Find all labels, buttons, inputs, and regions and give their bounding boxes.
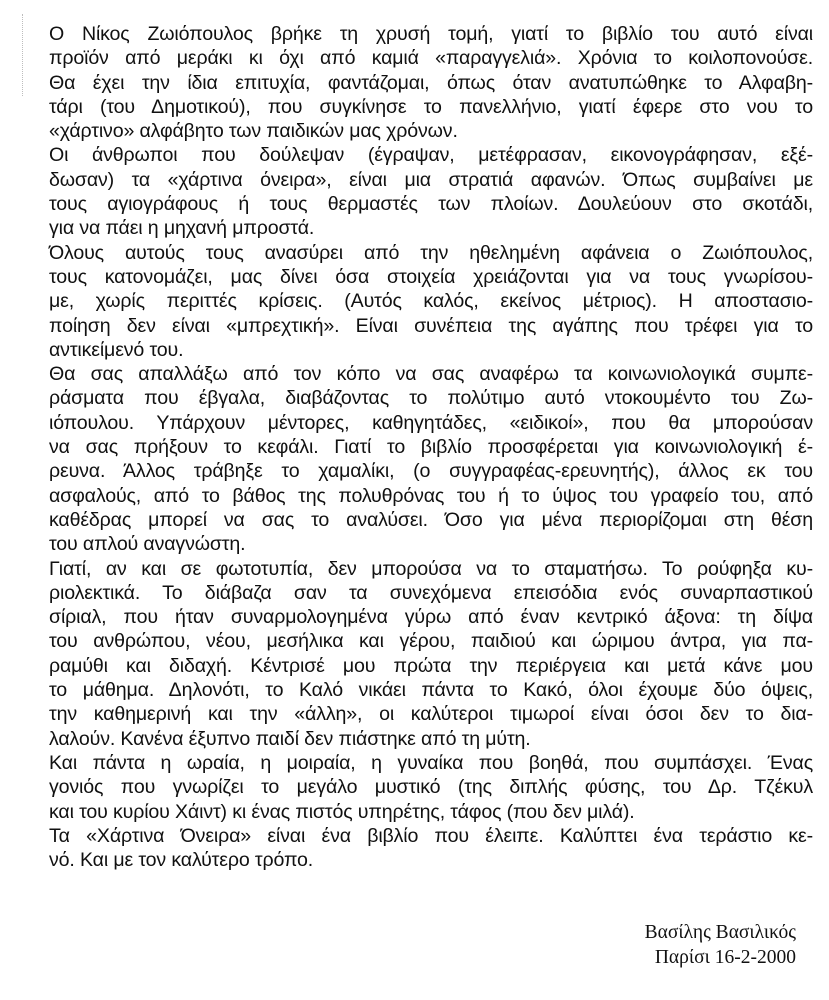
- text-line: και του κυρίου Χάιντ) κι ένας πιστός υπηρέτης, τάφος (που δεν μιλά).: [49, 800, 635, 823]
- text-line: του ανθρώπου, νέου, μεσήλικα και γέρου, παιδιού και ώριμου άντρα, για πα-: [49, 630, 813, 653]
- author-name: Βασίλης Βασιλικός: [644, 922, 796, 943]
- text-line: ράσματα που έβγαλα, διαβάζοντας το πολύτιμο αυτό ντοκουμέντο του Ζω-: [49, 387, 813, 410]
- text-line: Όλους αυτούς τους ανασύρει από την ηθελημένη αφάνεια ο Ζωιόπουλος,: [49, 241, 813, 264]
- text-line: τους αγιογράφους ή τους θερμαστές των πλοίων. Δουλεύουν στο σκοτάδι,: [49, 193, 813, 216]
- text-line: νό. Και με τον καλύτερο τρόπο.: [49, 849, 314, 872]
- text-line: ρευνα. Άλλος τράβηξε το χαμαλίκι, (ο συγγραφέας-ερευνητής), άλλος εκ του: [49, 460, 813, 483]
- text-line: Ο Νίκος Ζωιόπουλος βρήκε τη χρυσή τομή, γιατί το βιβλίο του αυτό είναι: [49, 23, 813, 45]
- text-line: Θα έχει την ίδια επιτυχία, φαντάζομαι, όπως όταν ανατυπώθηκε το Αλφαβη-: [49, 71, 813, 94]
- page-edge-mark: [22, 14, 23, 96]
- text-line: δωσαν) τα «χάρτινα όνειρα», είναι μια στρατιά αφανών. Όπως συμβαίνει με: [49, 168, 813, 191]
- text-line: αντικείμενό του.: [49, 338, 184, 361]
- text-line: «χάρτινο» αλφάβητο των παιδικών μας χρόνων.: [49, 120, 458, 143]
- text-line: ασφαλούς, από το βάθος της πολυθρόνας του ή το ύψος του γραφείο του, από: [49, 484, 813, 507]
- text-line: καθέδρας μπορεί να σας το αναλύσει. Όσο για μένα περιορίζομαι στη θέση: [49, 508, 813, 531]
- text-line: τους κατονομάζει, μας δίνει όσα στοιχεία χρειάζονται για να τους γνωρίσου-: [49, 265, 813, 288]
- text-line: του απλού αναγνώστη.: [49, 533, 246, 556]
- text-line: για να πάει η μηχανή μπροστά.: [49, 217, 315, 240]
- text-line: ριολεκτικά. Το διάβαζα σαν τα συνεχόμενα επεισόδια ενός συναρπαστικού: [49, 581, 813, 604]
- text-line: Και πάντα η ωραία, η μοιραία, η γυναίκα που βοηθά, που συμπάσχει. Ένας: [49, 751, 813, 774]
- text-line: Οι άνθρωποι που δούλεψαν (έγραψαν, μετέφρασαν, εικονογράφησαν, εξέ-: [49, 144, 813, 167]
- text-line: ποίηση δεν είναι «μπρεχτική». Είναι συνέπεια της αγάπης που τρέφει για το: [49, 314, 813, 337]
- text-line: τάρι (του Δημοτικού), που συγκίνησε το πανελλήνιο, γιατί έφερε στο νου το: [49, 95, 813, 118]
- signature-block: [645, 920, 796, 970]
- text-line: σίριαλ, που ήταν συναρμολογημένα γύρω από έναν κεντρικό άξονα: τη δίψα: [49, 606, 813, 629]
- text-line: ιόπουλου. Υπάρχουν μέντορες, καθηγητάδες, «ειδικοί», που θα μπορούσαν: [49, 411, 813, 434]
- text-line: γονιός που γνωρίζει το μεγάλο μυστικό (της διπλής φύσης, του Δρ. Τζέκυλ: [49, 776, 813, 799]
- text-line: το μάθημα. Δηλονότι, το Καλό νικάει πάντα το Κακό, όλοι έχουμε δύο όψεις,: [49, 679, 813, 702]
- text-line: να σας πρήξουν το κεφάλι. Γιατί το βιβλίο προσφέρεται για κοινωνιολογική έ-: [49, 436, 813, 459]
- text-line: με, χωρίς περιττές κρίσεις. (Αυτός καλός, εκείνος μέτριος). Η αποστασιο-: [49, 290, 813, 313]
- text-line: Θα σας απαλλάξω από τον κόπο να σας αναφέρω τα κοινωνιολογικά συμπε-: [49, 363, 813, 386]
- text-line: λαλούν. Κανένα έξυπνο παιδί δεν πιάστηκε από τη μύτη.: [49, 727, 531, 750]
- text-line: την καθημερινή και την «άλλη», οι καλύτεροι τιμωροί είναι όσοι δεν το δια-: [49, 703, 813, 726]
- text-line: ραμύθι και διδαχή. Κέντρισέ μου πρώτα την περιέργεια και μετά κάνε μου: [49, 654, 813, 677]
- article-body: [49, 22, 813, 872]
- text-line: Γιατί, αν και σε φωτοτυπία, δεν μπορούσα να το σταματήσω. Το ρούφηξα κυ-: [49, 557, 813, 580]
- place-date: Παρίσι 16-2-2000: [654, 947, 796, 968]
- text-line: Τα «Χάρτινα Όνειρα» είναι ένα βιβλίο που έλειπε. Καλύπτει ένα τεράστιο κε-: [49, 824, 813, 847]
- text-line: προϊόν από μεράκι κι όχι από καμιά «παραγγελιά». Χρόνια το κοιλοπονούσε.: [49, 47, 813, 70]
